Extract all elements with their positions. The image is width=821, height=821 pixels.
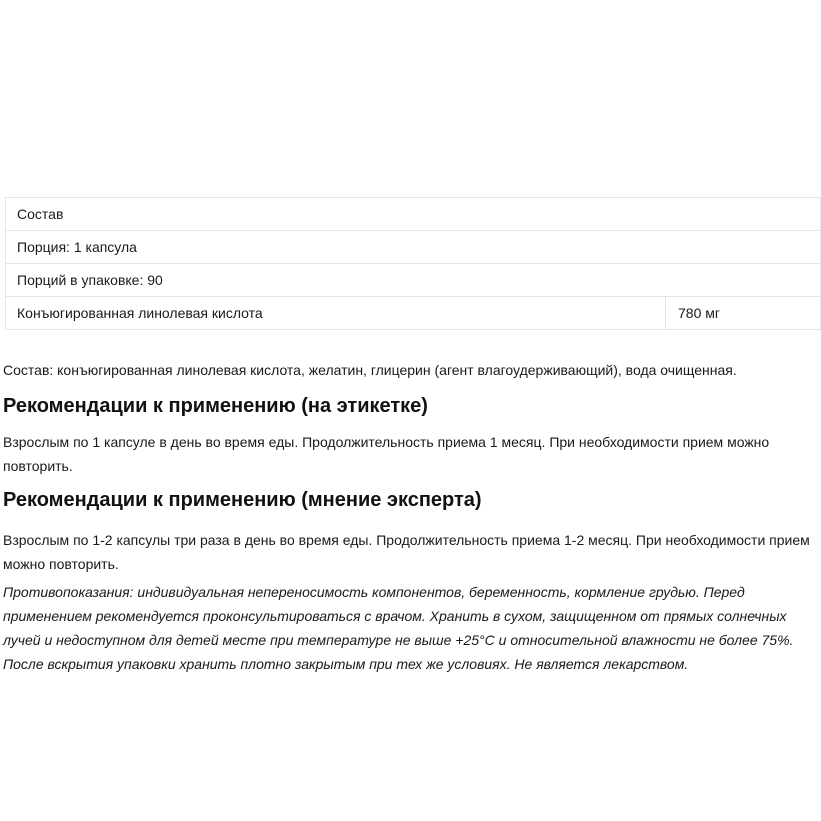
table-row <box>6 231 821 264</box>
serving-size-cell: Порция: 1 капсула <box>6 231 821 264</box>
table-row <box>6 198 821 231</box>
expert-recommendations-text: Взрослым по 1-2 капсулы три раза в день во время еды. Продолжительность приема 1-2 месяц. При необходимости прием можно повторить. <box>3 532 810 572</box>
contraindications-text: Противопоказания: индивидуальная непереносимость компонентов, беременность, кормление грудью. Перед применением рекомендуется проконсультироваться с врачом. Хранить в сухом, защищенном от прямых солнечных лучей и недоступном для детей месте при температуре не выше +25°С и относительной влажности не более 75%. После вскрытия упаковки хранить плотно закрытым при тех же условиях. Не является лекарством. <box>3 584 794 672</box>
composition-header-cell: Состав <box>6 198 821 231</box>
composition-table <box>5 197 821 330</box>
servings-per-container-cell: Порций в упаковке: 90 <box>6 264 821 297</box>
label-recommendations-text: Взрослым по 1 капсуле в день во время еды. Продолжительность приема 1 месяц. При необходимости прием можно повторить. <box>3 434 770 474</box>
label-recommendations-heading: Рекомендации к применению (на этикетке) <box>3 395 428 417</box>
ingredient-name-cell: Конъюгированная линолевая кислота <box>6 297 666 330</box>
table-row <box>6 297 821 330</box>
table-row <box>6 264 821 297</box>
ingredients-text: Состав: конъюгированная линолевая кислота, желатин, глицерин (агент влагоудерживающий), вода очищенная. <box>3 362 737 378</box>
ingredient-amount-cell: 780 мг <box>666 297 821 330</box>
expert-recommendations-heading: Рекомендации к применению (мнение эксперта) <box>3 489 482 511</box>
